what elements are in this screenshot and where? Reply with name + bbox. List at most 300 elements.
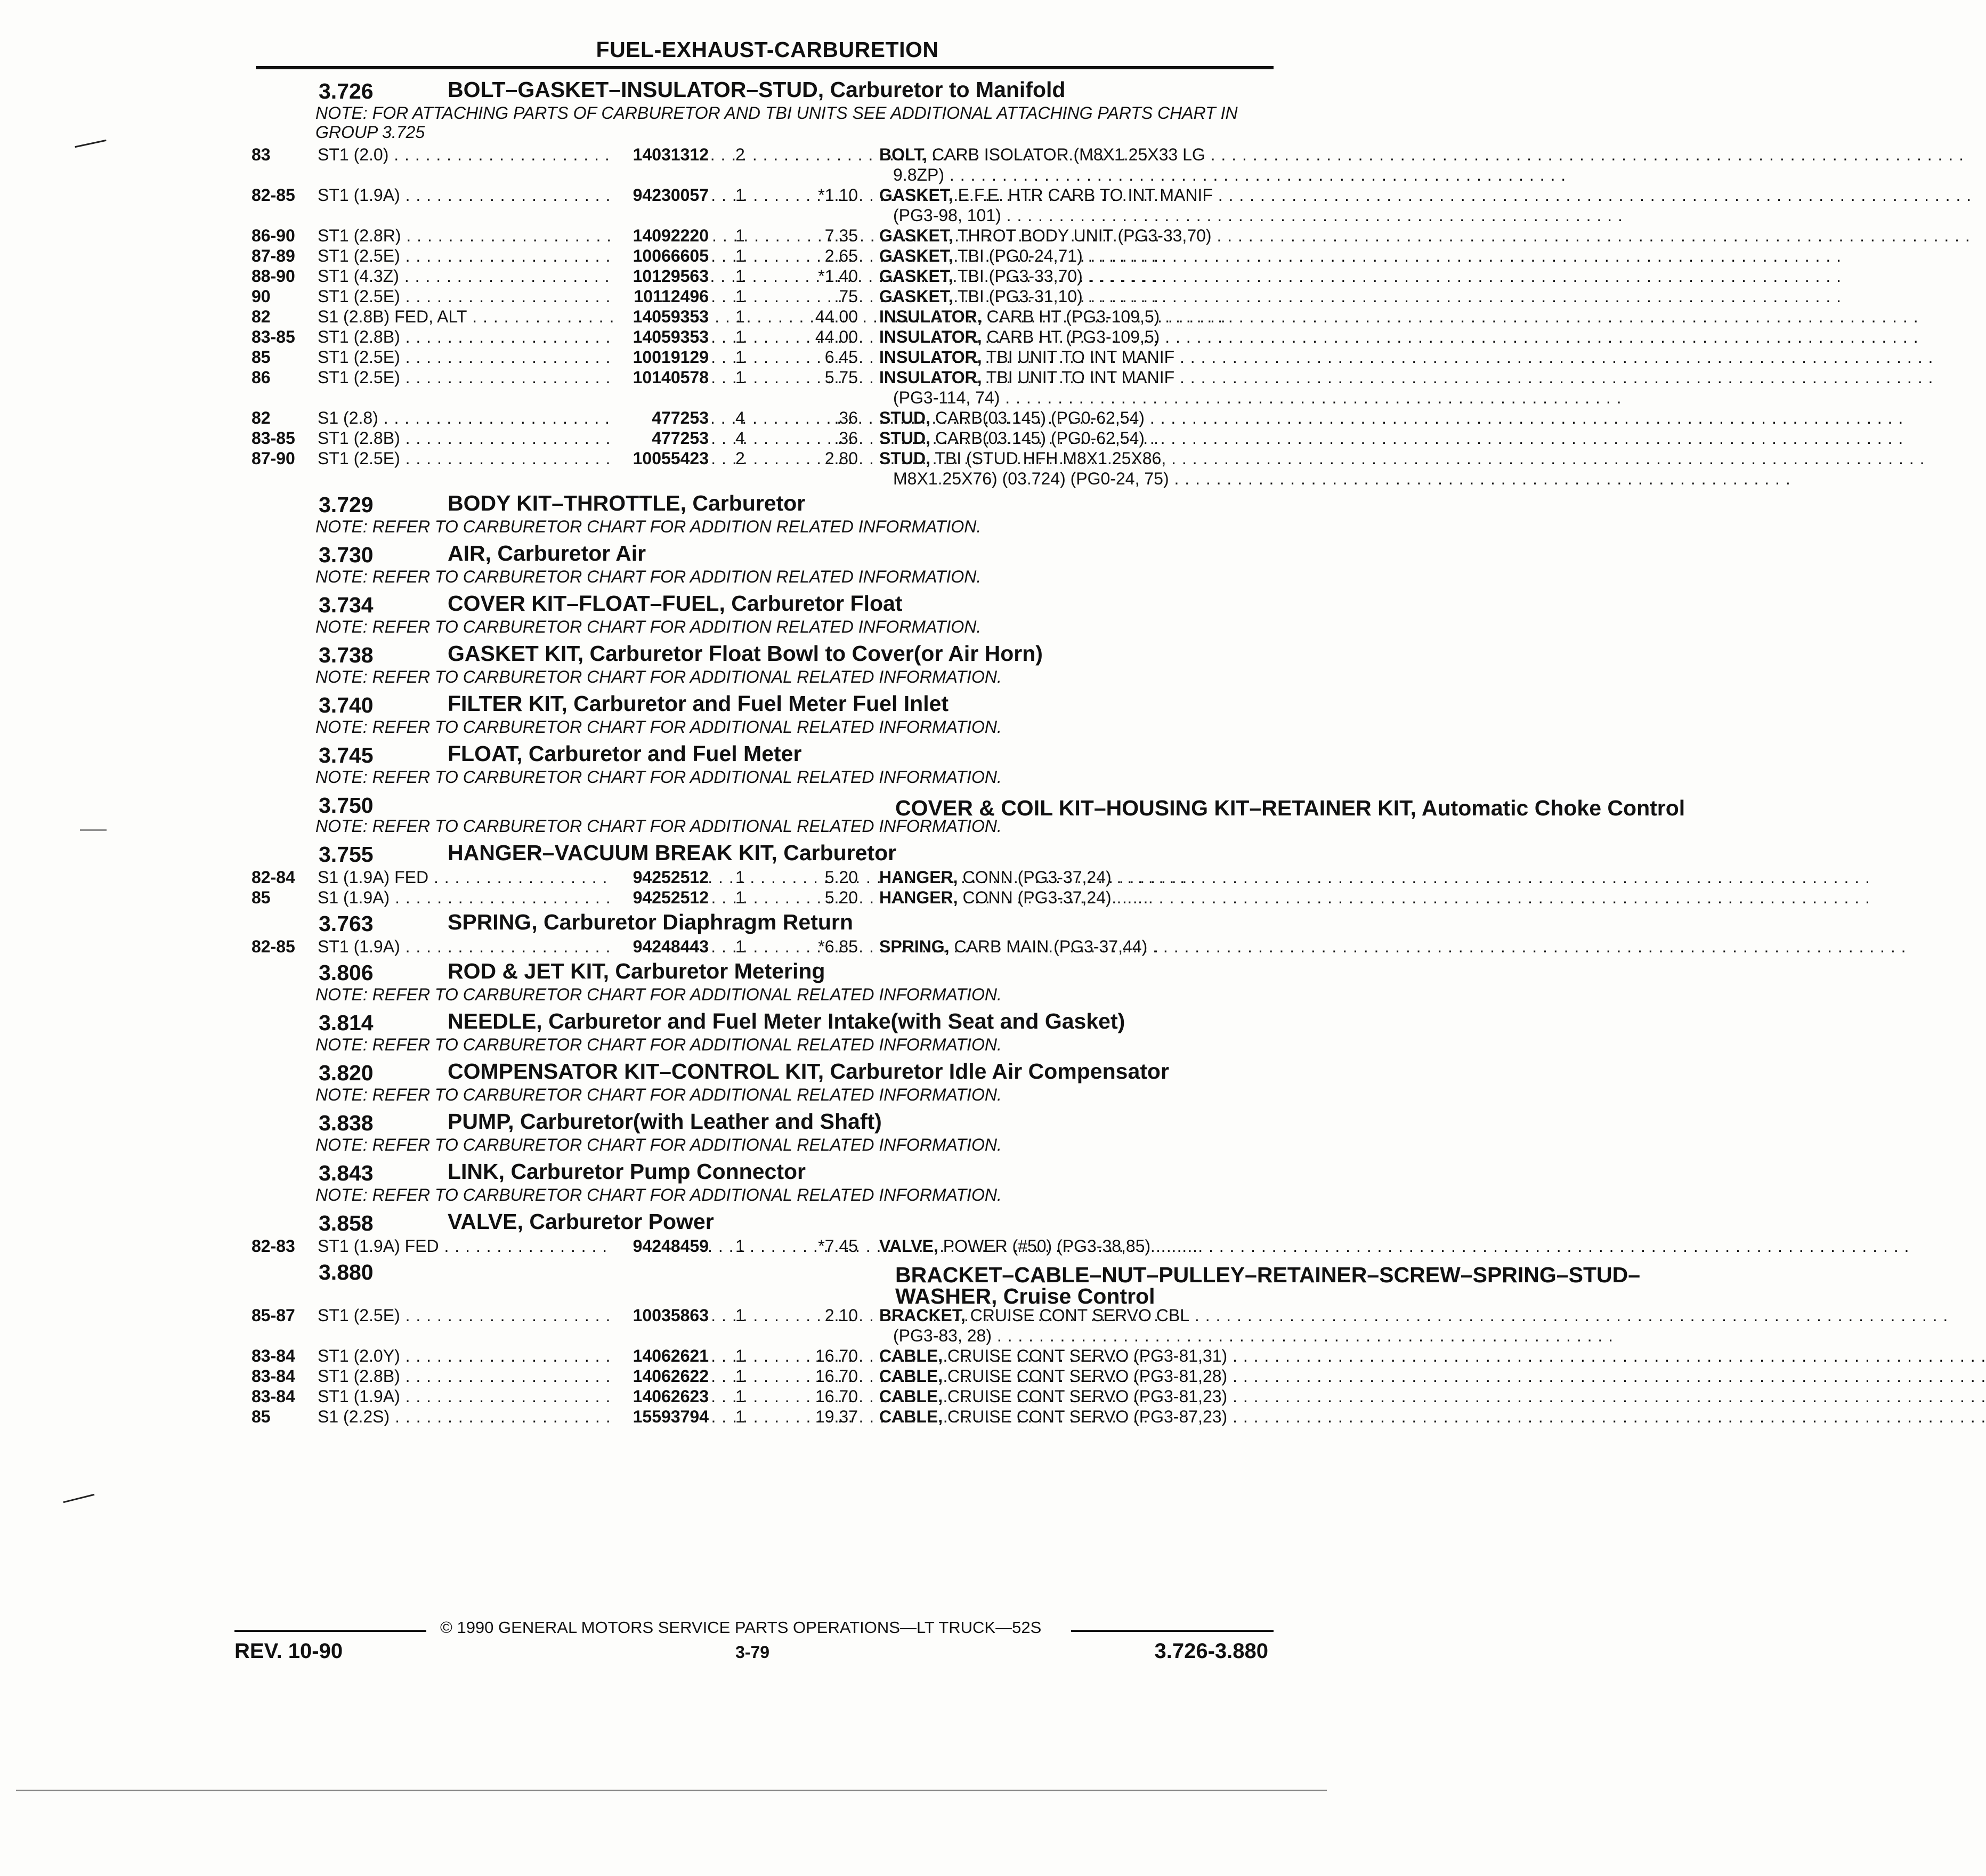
section-heading — [0, 1157, 1347, 1185]
section-heading — [0, 1006, 1347, 1035]
part-description — [879, 868, 1274, 887]
part-keyword: STUD, — [879, 428, 930, 448]
section-title-desc: Carburetor Air — [491, 541, 646, 565]
section-block — [0, 1106, 1347, 1157]
section-number: 3.740 — [319, 693, 374, 717]
part-number: 94252512 — [613, 888, 709, 908]
section-block — [0, 838, 1347, 907]
model-code: S1 (2.8) . . . — [318, 408, 616, 428]
price: 5.75 — [824, 368, 858, 387]
section-title-desc: Carburetor and Fuel Meter — [522, 741, 802, 766]
part-detail: THROT BODY UNIT (PG3-33,70) — [953, 226, 1212, 245]
quantity: 2 — [735, 145, 745, 164]
part-description — [879, 1407, 1274, 1427]
part-description — [879, 1236, 1274, 1256]
table-row — [0, 1235, 1347, 1256]
parts-table — [0, 144, 1347, 488]
section-number: 3.806 — [319, 960, 374, 985]
part-number: 94252512 — [613, 868, 709, 887]
table-row — [0, 367, 1347, 407]
price: 16.70 — [815, 1346, 858, 1365]
page-number: 3-79 — [735, 1643, 770, 1662]
price: *7.45 — [818, 1236, 858, 1256]
part-detail: CARB(03.145) (PG0-62,54) — [930, 408, 1145, 427]
part-detail: CARB MAIN (PG3-37,44) — [949, 937, 1148, 956]
section-block — [0, 488, 1347, 538]
year-range: 85 — [252, 1407, 271, 1426]
section-block — [0, 739, 1347, 789]
part-description-cont: (PG3-83, 28) . . . — [893, 1326, 1274, 1346]
quantity: 1 — [735, 1236, 745, 1256]
year-range: 82-85 — [252, 185, 295, 205]
price: 2.80 — [824, 449, 858, 468]
table-row — [0, 286, 1347, 306]
parts-table — [0, 936, 1347, 956]
part-number: 94248443 — [613, 937, 709, 957]
part-number: 10019129 — [613, 347, 709, 367]
part-description — [879, 449, 1274, 468]
sections-container — [0, 75, 1685, 1426]
part-keyword: INSULATOR, — [879, 347, 982, 367]
section-title-keyword: VALVE, — [448, 1209, 523, 1234]
part-keyword: CABLE, — [879, 1346, 943, 1365]
year-range: 87-90 — [252, 449, 295, 468]
section-heading — [0, 1056, 1347, 1085]
price: 44.00 — [815, 327, 858, 346]
section-title-keyword: COVER KIT–FLOAT–FUEL, — [448, 591, 725, 616]
part-detail: TBI (PG0-24,71) — [953, 246, 1083, 265]
section-title-keyword: BRACKET–CABLE–NUT–PULLEY–RETAINER–SCREW–SPRING–STUD–WASHER, — [895, 1263, 1641, 1308]
revision-label: REV. 10-90 — [234, 1639, 343, 1663]
section-block — [0, 1056, 1347, 1106]
part-number: 14059353 — [613, 327, 709, 347]
quantity: 1 — [735, 1407, 745, 1426]
quantity: 1 — [735, 1387, 745, 1406]
year-range: 82-84 — [252, 868, 295, 887]
year-range: 85 — [252, 347, 271, 367]
section-note: NOTE: FOR ATTACHING PARTS OF CARBURETOR AND TBI UNITS SEE ADDITIONAL ATTACHING PARTS CHART IN GROUP 3.725 — [315, 103, 1238, 142]
year-range: 83-85 — [252, 428, 295, 448]
table-row — [0, 1305, 1347, 1345]
price: 16.70 — [815, 1387, 858, 1406]
part-number: 10066605 — [613, 246, 709, 266]
part-number: 10112496 — [613, 287, 709, 306]
section-heading — [0, 956, 1347, 985]
scan-mark — [80, 829, 107, 831]
part-number: 477253 — [613, 408, 709, 428]
footer-rule-left — [234, 1630, 426, 1632]
section-range: 3.726-3.880 — [1154, 1639, 1268, 1663]
price: 6.45 — [824, 347, 858, 367]
table-row — [0, 887, 1347, 907]
section-title-desc: Carburetor Metering — [609, 959, 825, 983]
price: 19.37 — [815, 1407, 858, 1426]
part-description — [879, 347, 1274, 367]
table-row — [0, 346, 1347, 367]
quantity: 1 — [735, 1346, 745, 1365]
part-number: 14062622 — [613, 1366, 709, 1386]
year-range: 86 — [252, 368, 271, 387]
section-title-desc: Carburetor Pump Connector — [505, 1159, 806, 1184]
price: 2.10 — [824, 1306, 858, 1325]
quantity: 1 — [735, 937, 745, 956]
part-number: 10035863 — [613, 1306, 709, 1325]
section-title — [895, 793, 1705, 819]
section-number: 3.730 — [319, 543, 374, 567]
section-title-desc: Automatic Choke Control — [1416, 796, 1685, 820]
parts-table — [0, 1305, 1347, 1426]
year-range: 90 — [252, 287, 271, 306]
section-title — [448, 1061, 1258, 1082]
price: 5.20 — [824, 888, 858, 907]
section-note: NOTE: REFER TO CARBURETOR CHART FOR ADDITIONAL RELATED INFORMATION. — [315, 985, 1002, 1004]
model-code: ST1 (2.8B) . . . — [318, 1366, 616, 1386]
section-title-keyword: FLOAT, — [448, 741, 523, 766]
section-title-keyword: BODY KIT–THROTTLE, — [448, 491, 686, 515]
part-detail: CRUISE CONT SERVO (PG3-81,31) — [943, 1346, 1228, 1365]
model-code: ST1 (2.5E) . . . — [318, 246, 616, 266]
part-detail: CARB HT (PG3-109,5) — [982, 307, 1160, 326]
model-code: ST1 (2.0) . . . — [318, 145, 616, 165]
section-title-desc: Carburetor Float Bowl to Cover(or Air Horn) — [583, 641, 1043, 666]
section-note: NOTE: REFER TO CARBURETOR CHART FOR ADDITIONAL RELATED INFORMATION. — [315, 816, 1002, 836]
part-description — [879, 888, 1274, 908]
quantity: 4 — [735, 428, 745, 448]
section-block — [0, 1207, 1347, 1256]
section-note: NOTE: REFER TO CARBURETOR CHART FOR ADDITIONAL RELATED INFORMATION. — [315, 1135, 1002, 1154]
year-range: 83-84 — [252, 1346, 295, 1365]
section-number: 3.880 — [319, 1260, 374, 1284]
section-note: NOTE: REFER TO CARBURETOR CHART FOR ADDITION RELATED INFORMATION. — [315, 617, 982, 636]
section-block — [0, 956, 1347, 1006]
section-title-keyword: AIR, — [448, 541, 491, 565]
year-range: 83-85 — [252, 327, 295, 346]
part-number: 94230057 — [613, 185, 709, 205]
part-keyword: BOLT, — [879, 145, 928, 164]
year-range: 88-90 — [252, 266, 295, 286]
table-row — [0, 306, 1347, 326]
section-title-desc: Carburetor and Fuel Meter Intake(with Seat and Gasket) — [542, 1009, 1125, 1033]
section-title-keyword: FILTER KIT, — [448, 691, 568, 716]
section-block — [0, 75, 1347, 488]
scan-mark — [63, 1494, 95, 1503]
section-title-desc: Carburetor Diaphragm Return — [537, 910, 853, 934]
model-code: S1 (2.2S) . . . — [318, 1407, 616, 1427]
year-range: 85 — [252, 888, 271, 907]
section-heading — [0, 739, 1347, 767]
part-description — [879, 1306, 1274, 1325]
price: .36 — [834, 428, 858, 448]
quantity: 1 — [735, 347, 745, 367]
table-row — [0, 867, 1347, 887]
section-title-keyword: COMPENSATOR KIT–CONTROL KIT, — [448, 1059, 824, 1083]
header-rule — [256, 66, 1274, 69]
part-keyword: CABLE, — [879, 1387, 943, 1406]
footer-rule-right — [1071, 1630, 1274, 1632]
part-keyword: CABLE, — [879, 1407, 943, 1426]
section-title — [448, 492, 1258, 514]
part-detail: POWER (#50) (PG3-38,85) — [938, 1236, 1151, 1256]
quantity: 1 — [735, 307, 745, 326]
table-row — [0, 245, 1347, 265]
section-number: 3.858 — [319, 1211, 374, 1235]
part-description — [879, 226, 1274, 246]
section-title-keyword: SPRING, — [448, 910, 538, 934]
table-row — [0, 184, 1347, 225]
section-heading — [0, 638, 1347, 667]
part-detail: CRUISE CONT SERVO CBL — [965, 1306, 1190, 1325]
part-description — [879, 1346, 1274, 1366]
table-row — [0, 1406, 1347, 1426]
part-detail: CONN (PG3-37,24) — [958, 868, 1112, 887]
part-keyword: SPRING, — [879, 937, 950, 956]
section-title — [448, 1010, 1258, 1032]
section-heading — [0, 538, 1347, 567]
part-description-cont: 9.8ZP) . . . — [893, 165, 1274, 185]
year-range: 83-84 — [252, 1366, 295, 1386]
quantity: 1 — [735, 287, 745, 306]
section-title-keyword: ROD & JET KIT, — [448, 959, 609, 983]
part-detail: CONN (PG3-37,24) — [958, 888, 1112, 907]
part-description — [879, 327, 1274, 347]
part-detail: TBI (STUD HFH M8X1.25X86, — [930, 449, 1166, 468]
section-title-keyword: HANGER–VACUUM BREAK KIT, — [448, 840, 777, 865]
part-detail: CARB(03.145) (PG0-62,54) — [930, 428, 1145, 448]
section-title — [448, 693, 1258, 714]
model-code: ST1 (1.9A) . . . — [318, 185, 616, 205]
section-title-desc: Carburetor — [777, 840, 897, 865]
model-code: ST1 (2.8B) . . . — [318, 428, 616, 448]
part-detail: E.F.E. HTR CARB TO INT MANIF — [953, 185, 1213, 205]
model-code: ST1 (1.9A) . . . — [318, 937, 616, 957]
section-title — [448, 842, 1258, 863]
section-number: 3.763 — [319, 911, 374, 936]
part-detail: CARB ISOLATOR (M8X1.25X33 LG — [927, 145, 1205, 164]
section-title — [895, 1260, 1705, 1307]
model-code: ST1 (2.8B) . . . — [318, 327, 616, 347]
quantity: 1 — [735, 368, 745, 387]
price: *1.40 — [818, 266, 858, 286]
section-heading — [0, 689, 1347, 717]
section-block — [0, 1157, 1347, 1207]
section-title-desc: Carburetor Idle Air Compensator — [824, 1059, 1169, 1083]
model-code: ST1 (2.0Y) . . . — [318, 1346, 616, 1366]
part-number: 10129563 — [613, 266, 709, 286]
section-title — [448, 1111, 1258, 1132]
section-title-keyword: LINK, — [448, 1159, 505, 1184]
section-title-desc: Carburetor(with Leather and Shaft) — [514, 1109, 882, 1134]
part-number: 15593794 — [613, 1407, 709, 1427]
table-row — [0, 407, 1347, 427]
part-detail: CRUISE CONT SERVO (PG3-87,23) — [943, 1407, 1228, 1426]
section-title — [448, 1211, 1258, 1232]
model-code: ST1 (2.8R) . . . — [318, 226, 616, 246]
part-keyword: BRACKET, — [879, 1306, 966, 1325]
quantity: 1 — [735, 266, 745, 286]
year-range: 83 — [252, 145, 271, 164]
section-note: NOTE: REFER TO CARBURETOR CHART FOR ADDITIONAL RELATED INFORMATION. — [315, 1185, 1002, 1204]
section-number: 3.734 — [319, 593, 374, 617]
part-detail: TBI (PG3-33,70) — [953, 266, 1083, 286]
year-range: 86-90 — [252, 226, 295, 245]
model-code: ST1 (1.9A) . . . — [318, 1387, 616, 1406]
part-description — [879, 307, 1274, 327]
part-keyword: INSULATOR, — [879, 327, 982, 346]
part-description — [879, 1366, 1274, 1386]
section-note: NOTE: REFER TO CARBURETOR CHART FOR ADDITION RELATED INFORMATION. — [315, 567, 982, 586]
section-note: NOTE: REFER TO CARBURETOR CHART FOR ADDITIONAL RELATED INFORMATION. — [315, 1035, 1002, 1054]
section-title — [448, 911, 1258, 933]
section-title — [448, 1161, 1258, 1182]
section-title-desc: Carburetor Power — [523, 1209, 714, 1234]
scan-edge-line — [16, 1790, 1327, 1791]
table-row — [0, 265, 1347, 286]
part-detail: CRUISE CONT SERVO (PG3-81,28) — [943, 1366, 1228, 1386]
section-block — [0, 789, 1685, 838]
part-keyword: GASKET, — [879, 266, 953, 286]
section-block — [0, 907, 1347, 956]
part-keyword: STUD, — [879, 449, 930, 468]
section-title-desc: Carburetor to Manifold — [824, 77, 1066, 102]
parts-table — [0, 867, 1347, 907]
section-note: NOTE: REFER TO CARBURETOR CHART FOR ADDITION RELATED INFORMATION. — [315, 517, 982, 536]
section-block — [0, 1256, 1641, 1426]
quantity: 1 — [735, 246, 745, 265]
year-range: 85-87 — [252, 1306, 295, 1325]
model-code: S1 (1.9A) FED . . . — [318, 868, 616, 887]
section-title-keyword: COVER & COIL KIT–HOUSING KIT–RETAINER KIT, — [895, 796, 1417, 820]
section-title-keyword: GASKET KIT, — [448, 641, 584, 666]
part-description — [879, 1387, 1274, 1406]
section-heading — [0, 1207, 1347, 1235]
model-code: S1 (2.8B) FED, ALT . . . — [318, 307, 616, 327]
part-keyword: VALVE, — [879, 1236, 938, 1256]
section-number: 3.843 — [319, 1161, 374, 1185]
table-row — [0, 427, 1347, 448]
part-description — [879, 287, 1274, 306]
section-title-keyword: BOLT–GASKET–INSULATOR–STUD, — [448, 77, 824, 102]
section-note: NOTE: REFER TO CARBURETOR CHART FOR ADDITIONAL RELATED INFORMATION. — [315, 767, 1002, 787]
section-number: 3.745 — [319, 743, 374, 767]
part-number: 14062621 — [613, 1346, 709, 1366]
quantity: 1 — [735, 888, 745, 907]
parts-table — [0, 1235, 1347, 1256]
section-heading — [0, 488, 1347, 517]
section-title — [448, 960, 1258, 982]
table-row — [0, 936, 1347, 956]
quantity: 1 — [735, 1306, 745, 1325]
model-code: ST1 (2.5E) . . . — [318, 449, 616, 468]
price: 44.00 — [815, 307, 858, 326]
section-note: NOTE: REFER TO CARBURETOR CHART FOR ADDITIONAL RELATED INFORMATION. — [315, 1085, 1002, 1104]
part-detail: TBI UNIT TO INT MANIF — [982, 347, 1175, 367]
quantity: 2 — [735, 449, 745, 468]
section-title-keyword: PUMP, — [448, 1109, 514, 1134]
part-number: 14092220 — [613, 226, 709, 246]
price: 7.35 — [824, 226, 858, 245]
quantity: 1 — [735, 1366, 745, 1386]
section-title-desc: Carburetor Float — [725, 591, 903, 616]
price: *6.85 — [818, 937, 858, 956]
price: *1.10 — [818, 185, 858, 205]
part-keyword: GASKET, — [879, 226, 953, 245]
section-title-desc: Cruise Control — [997, 1284, 1155, 1308]
section-title — [448, 79, 1258, 100]
table-row — [0, 326, 1347, 346]
table-row — [0, 1386, 1347, 1406]
section-heading — [0, 75, 1347, 103]
section-number: 3.726 — [319, 79, 374, 103]
part-detail: CRUISE CONT SERVO (PG3-81,23) — [943, 1387, 1228, 1406]
quantity: 1 — [735, 226, 745, 245]
year-range: 87-89 — [252, 246, 295, 265]
footer-copyright: © 1990 GENERAL MOTORS SERVICE PARTS OPERATIONS—LT TRUCK—52S — [440, 1618, 1042, 1637]
section-number: 3.838 — [319, 1111, 374, 1135]
section-number: 3.820 — [319, 1061, 374, 1085]
part-number: 94248459 — [613, 1236, 709, 1256]
section-block — [0, 1006, 1347, 1056]
model-code: ST1 (2.5E) . . . — [318, 368, 616, 387]
part-keyword: GASKET, — [879, 185, 953, 205]
section-number: 3.750 — [319, 793, 374, 818]
part-description — [879, 145, 1274, 165]
part-number: 477253 — [613, 428, 709, 448]
section-number: 3.755 — [319, 842, 374, 867]
model-code: ST1 (2.5E) . . . — [318, 1306, 616, 1325]
part-description — [879, 408, 1274, 428]
part-keyword: HANGER, — [879, 888, 958, 907]
year-range: 83-84 — [252, 1387, 295, 1406]
part-keyword: GASKET, — [879, 287, 953, 306]
section-number: 3.729 — [319, 492, 374, 517]
part-description — [879, 185, 1274, 205]
section-heading — [0, 789, 1685, 820]
model-code: S1 (1.9A) . . . — [318, 888, 616, 908]
price: .75 — [834, 287, 858, 306]
part-description — [879, 266, 1274, 286]
section-note: NOTE: REFER TO CARBURETOR CHART FOR ADDITIONAL RELATED INFORMATION. — [315, 717, 1002, 737]
section-title — [448, 743, 1258, 764]
model-code: ST1 (2.5E) . . . — [318, 347, 616, 367]
section-title-desc: Carburetor and Fuel Meter Fuel Inlet — [567, 691, 949, 716]
section-block — [0, 638, 1347, 689]
section-title-keyword: NEEDLE, — [448, 1009, 542, 1033]
price: 2.65 — [824, 246, 858, 265]
part-number: 14059353 — [613, 307, 709, 327]
part-keyword: INSULATOR, — [879, 307, 982, 326]
year-range: 82-85 — [252, 937, 295, 956]
part-description — [879, 428, 1274, 448]
price: 16.70 — [815, 1366, 858, 1386]
part-keyword: CABLE, — [879, 1366, 943, 1386]
page-title: FUEL-EXHAUST-CARBURETION — [596, 37, 939, 62]
section-note: NOTE: REFER TO CARBURETOR CHART FOR ADDITIONAL RELATED INFORMATION. — [315, 667, 1002, 686]
year-range: 82 — [252, 408, 271, 427]
table-row — [0, 144, 1347, 184]
year-range: 82 — [252, 307, 271, 326]
table-row — [0, 1365, 1347, 1386]
section-title — [448, 593, 1258, 614]
section-heading — [0, 1106, 1347, 1135]
price: 5.20 — [824, 868, 858, 887]
section-block — [0, 689, 1347, 739]
part-number: 14062623 — [613, 1387, 709, 1406]
section-number: 3.738 — [319, 643, 374, 667]
part-keyword: STUD, — [879, 408, 930, 427]
part-keyword: INSULATOR, — [879, 368, 982, 387]
part-detail: CARB HT (PG3-109,5) — [982, 327, 1160, 346]
part-description — [879, 368, 1274, 387]
